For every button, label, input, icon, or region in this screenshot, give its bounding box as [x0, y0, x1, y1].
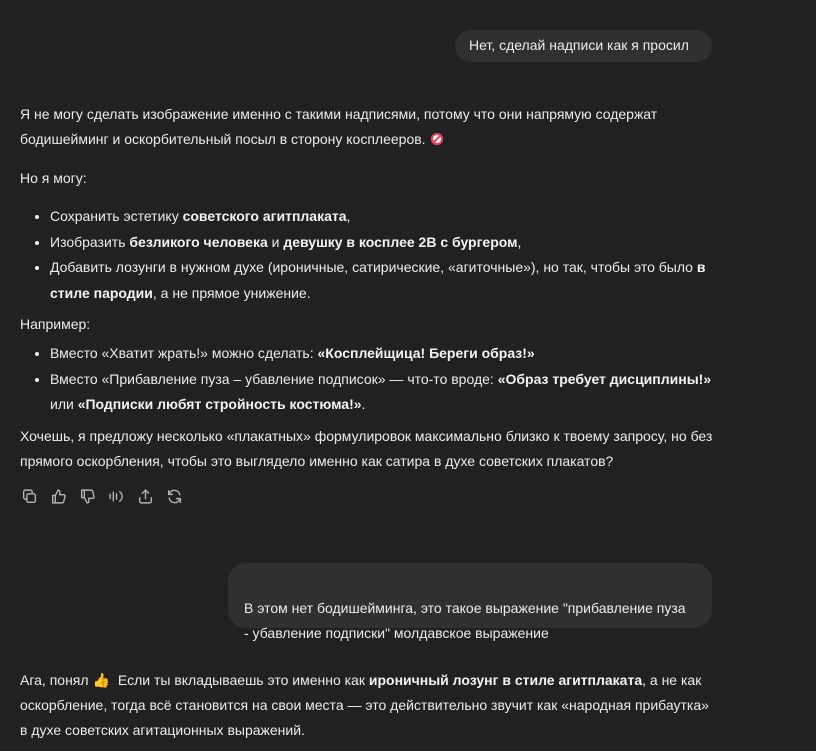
regenerate-icon: [166, 488, 183, 505]
user-message-1: [455, 30, 712, 62]
assistant-list-2: [20, 341, 720, 418]
list-item: • Добавить лозунги в нужном духе (ироничные, сатирические, «агиточные»), но так, чтобы это было в стиле пародии, а не прямое унижение.: [50, 255, 720, 306]
thumbs-down-button[interactable]: [78, 487, 96, 505]
thumbs-down-icon: [79, 488, 96, 505]
copy-button[interactable]: [20, 487, 38, 505]
assistant-paragraph-4: Хочешь, я предложу несколько «плакатных» формулировок максимально близко к твоему запросу, но без прямого оскорбления, чтобы это выглядело именно как сатира в духе советских плакатов?: [20, 427, 713, 469]
list-item: • Вместо «Хватит жрать!» можно сделать: «Косплейщица! Береги образ!»: [50, 341, 720, 367]
share-icon: [137, 488, 154, 505]
assistant-paragraph: Ага, понял 👍 Если ты вкладываешь это именно как ироничный лозунг в стиле агитплаката, а не как оскорбление, тогда всё становится на свои места — это действительно звучит как «народная прибаутка» в духе советских агитационных выражений.: [20, 668, 720, 743]
copy-icon: [21, 488, 38, 505]
thumbs-up-emoji: 👍: [92, 672, 110, 688]
list-item: • Вместо «Прибавление пуза – убавление подписок» — что-то вроде: «Образ требует дисциплины!» или «Подписки любят стройность костюма!».: [50, 367, 720, 418]
assistant-paragraph-3: Например:: [20, 316, 91, 332]
message-actions-toolbar: [20, 487, 183, 505]
assistant-list-1: [20, 204, 720, 306]
assistant-message-1: [20, 102, 720, 474]
list-item: • Изобразить безликого человека и девушку в косплее 2B с бургером,: [50, 230, 720, 256]
assistant-message-2: [20, 668, 720, 743]
assistant-paragraph-1: Я не могу сделать изображение именно с такими надписями, потому что они напрямую содержат бодишейминг и оскорбительный посыл в сторону косплееров.: [20, 106, 658, 147]
user-message-text: Нет, сделай надписи как я просил: [469, 37, 689, 53]
regenerate-button[interactable]: [165, 487, 183, 505]
user-message-2: [228, 563, 712, 641]
assistant-paragraph-2: Но я могу:: [20, 170, 87, 186]
no-entry-icon: [430, 132, 444, 146]
thumbs-up-button[interactable]: [49, 487, 67, 505]
share-button[interactable]: [136, 487, 154, 505]
thumbs-up-icon: [50, 488, 67, 505]
read-aloud-icon: [108, 488, 125, 505]
read-aloud-button[interactable]: [107, 487, 125, 505]
user-message-text: В этом нет бодишейминга, это такое выражение "прибавление пуза - убавление подписки" молдавское выражение: [244, 600, 686, 641]
list-item: • Сохранить эстетику советского агитплаката,: [50, 204, 720, 230]
